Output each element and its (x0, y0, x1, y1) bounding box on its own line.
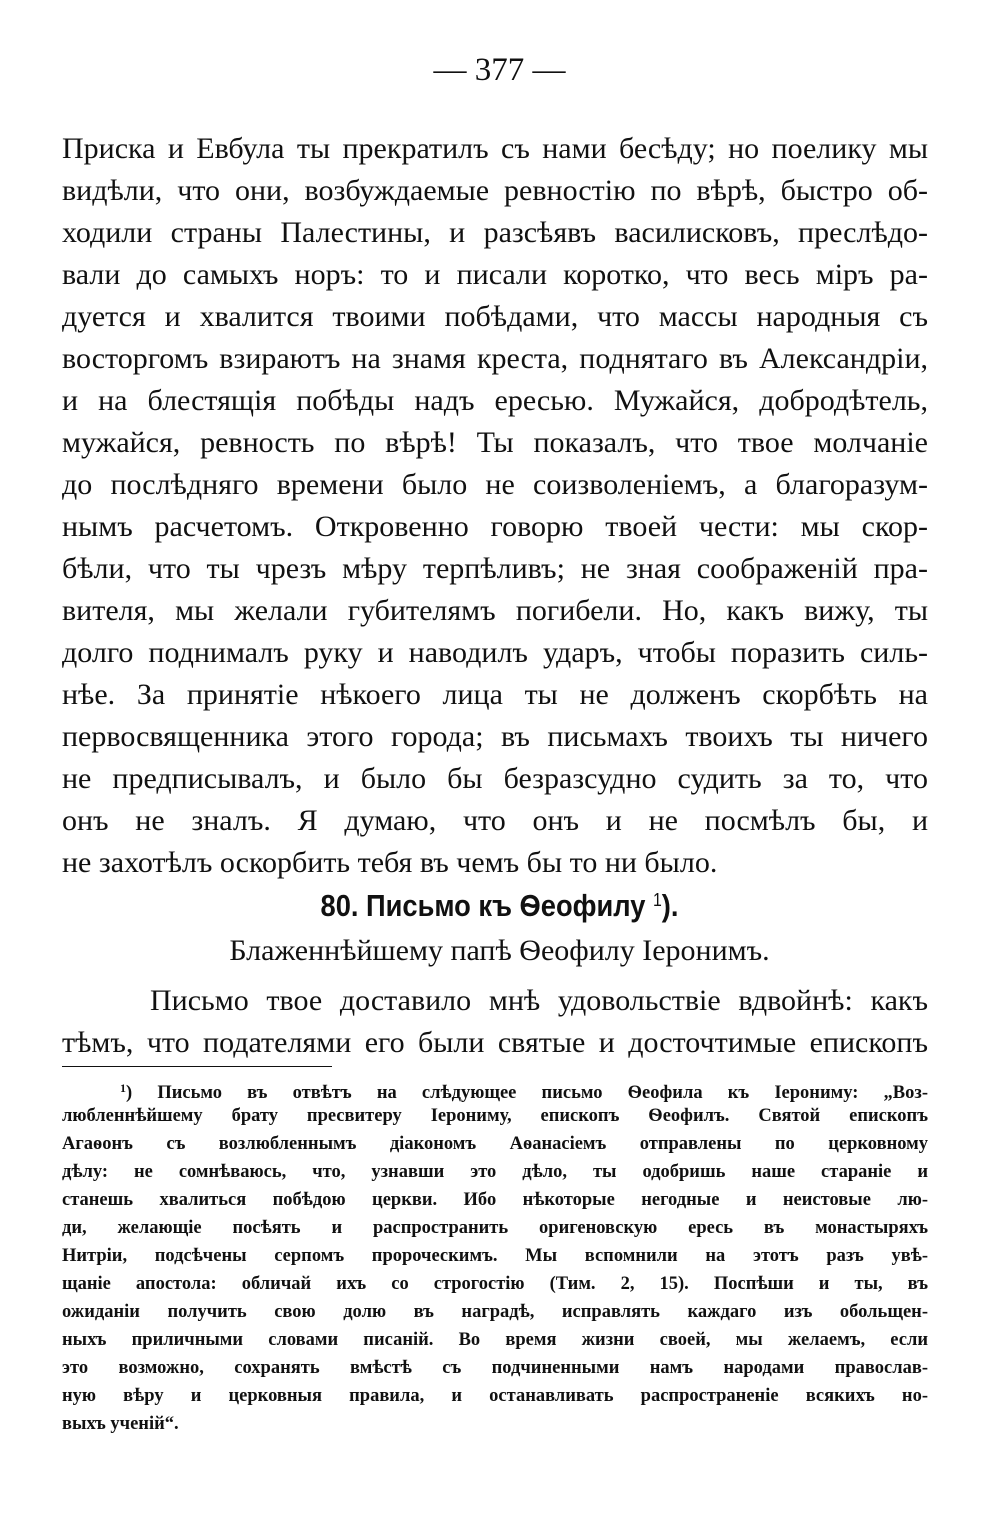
text-line: ходили страны Палестины, и разсѣявъ василисковъ, преслѣдо- (62, 216, 928, 249)
text-line: не предписывалъ, и было бы безразсудно судить за то, что (62, 762, 928, 795)
footnote-line: ныхъ приличными словами писаній. Во время жизни своей, мы желаемъ, если (62, 1330, 928, 1350)
text-line: долго поднималъ руку и наводилъ ударъ, чтобы поразить силь- (62, 636, 928, 669)
text-line: не захотѣлъ оскорбить тебя въ чемъ бы то ни было. (62, 846, 718, 879)
footnote-divider (62, 1066, 332, 1067)
text-line: мужайся, ревность по вѣрѣ! Ты показалъ, что твое молчаніе (62, 426, 928, 459)
footnote-line: Агаѳонъ съ возлюбленнымъ діакономъ Аѳанасіемъ отправлены по церковному (62, 1134, 928, 1154)
letter-heading (60, 880, 939, 926)
footnote-line: это возможно, сохранять вмѣстѣ съ подчиненными намъ народами православ- (62, 1358, 928, 1378)
text-line: Приска и Евбула ты прекратилъ съ нами бесѣду; но поелику мы (62, 132, 928, 165)
heading-tail: ). (661, 888, 679, 923)
text-line: вали до самыхъ норъ: то и писали коротко, что весь міръ ра- (62, 258, 928, 291)
footnote-line: Нитріи, подсѣчены серпомъ пророческимъ. Мы вспомнили на этотъ разъ увѣ- (62, 1246, 928, 1266)
footnote-line: щаніе апостола: обличай ихъ со строгостію (Тим. 2, 15). Поспѣши и ты, въ (62, 1274, 928, 1294)
footnote-line: выхъ ученій“. (62, 1414, 179, 1434)
text-line: вителя, мы желали губителямъ погибели. Но, какъ вижу, ты (62, 594, 928, 627)
heading-text: 80. Письмо къ Ѳеофилу (320, 888, 646, 923)
text-line: восторгомъ взираютъ на знамя креста, поднятаго въ Александріи, (62, 342, 928, 375)
footnote-line (120, 1074, 928, 1102)
text-line: дуется и хвалится твоими побѣдами, что массы народныя съ (62, 300, 928, 333)
footnote-line: ожиданіи получить свою долю въ наградѣ, исправлять каждаго изъ обольщен- (62, 1302, 928, 1322)
footnote-marker: 1 (120, 1081, 126, 1095)
footnote-ref: 1 (652, 890, 662, 910)
letter-salutation: Блаженнѣйшему папѣ Ѳеофилу Іеронимъ. (229, 934, 770, 967)
text-line: бѣли, что ты чрезъ мѣру терпѣливъ; не зная соображеній пра- (62, 552, 928, 585)
footnote-line-text: ) Письмо въ отвѣтъ на слѣдующее письмо Ѳеофила къ Іерониму: „Воз- (126, 1083, 928, 1102)
text-line: и на блестящія побѣды надъ ересью. Мужайся, добродѣтель, (62, 384, 928, 417)
footnote-line: ную вѣру и церковныя правила, и останавливать распространеніе всякихъ но- (62, 1386, 928, 1406)
text-line: первосвященника этого города; въ письмахъ твоихъ ты ничего (62, 720, 928, 753)
text-line: видѣли, что они, возбуждаемые ревностію по вѣрѣ, быстро об- (62, 174, 928, 207)
text-line: нымъ расчетомъ. Откровенно говорю твоей чести: мы скор- (62, 510, 928, 543)
page-number: — 377 — (433, 52, 566, 88)
text-line: Письмо твое доставило мнѣ удовольствіе вдвойнѣ: какъ (150, 984, 928, 1017)
text-line: тѣмъ, что подателями его были святые и досточтимые епископъ (62, 1026, 928, 1059)
text-line: онъ не зналъ. Я думаю, что онъ и не посмѣлъ бы, и (62, 804, 928, 837)
text-line: до послѣдняго времени было не соизволеніемъ, а благоразум- (62, 468, 928, 501)
text-line: нѣе. За принятіе нѣкоего лица ты не долженъ скорбѣть на (62, 678, 928, 711)
footnote-line: станешь хвалиться побѣдою церкви. Ибо нѣкоторые негодные и неистовые лю- (62, 1190, 928, 1210)
footnote-line: любленнѣйшему брату пресвитеру Іерониму, епископъ Ѳеофилъ. Святой епископъ (62, 1106, 928, 1126)
footnote-line: ди, желающіе посѣять и распространить оригеновскую ересь въ монастыряхъ (62, 1218, 928, 1238)
footnote-line: дѣлу: не сомнѣваюсь, что, узнавши это дѣло, ты одобришь наше стараніе и (62, 1162, 928, 1182)
